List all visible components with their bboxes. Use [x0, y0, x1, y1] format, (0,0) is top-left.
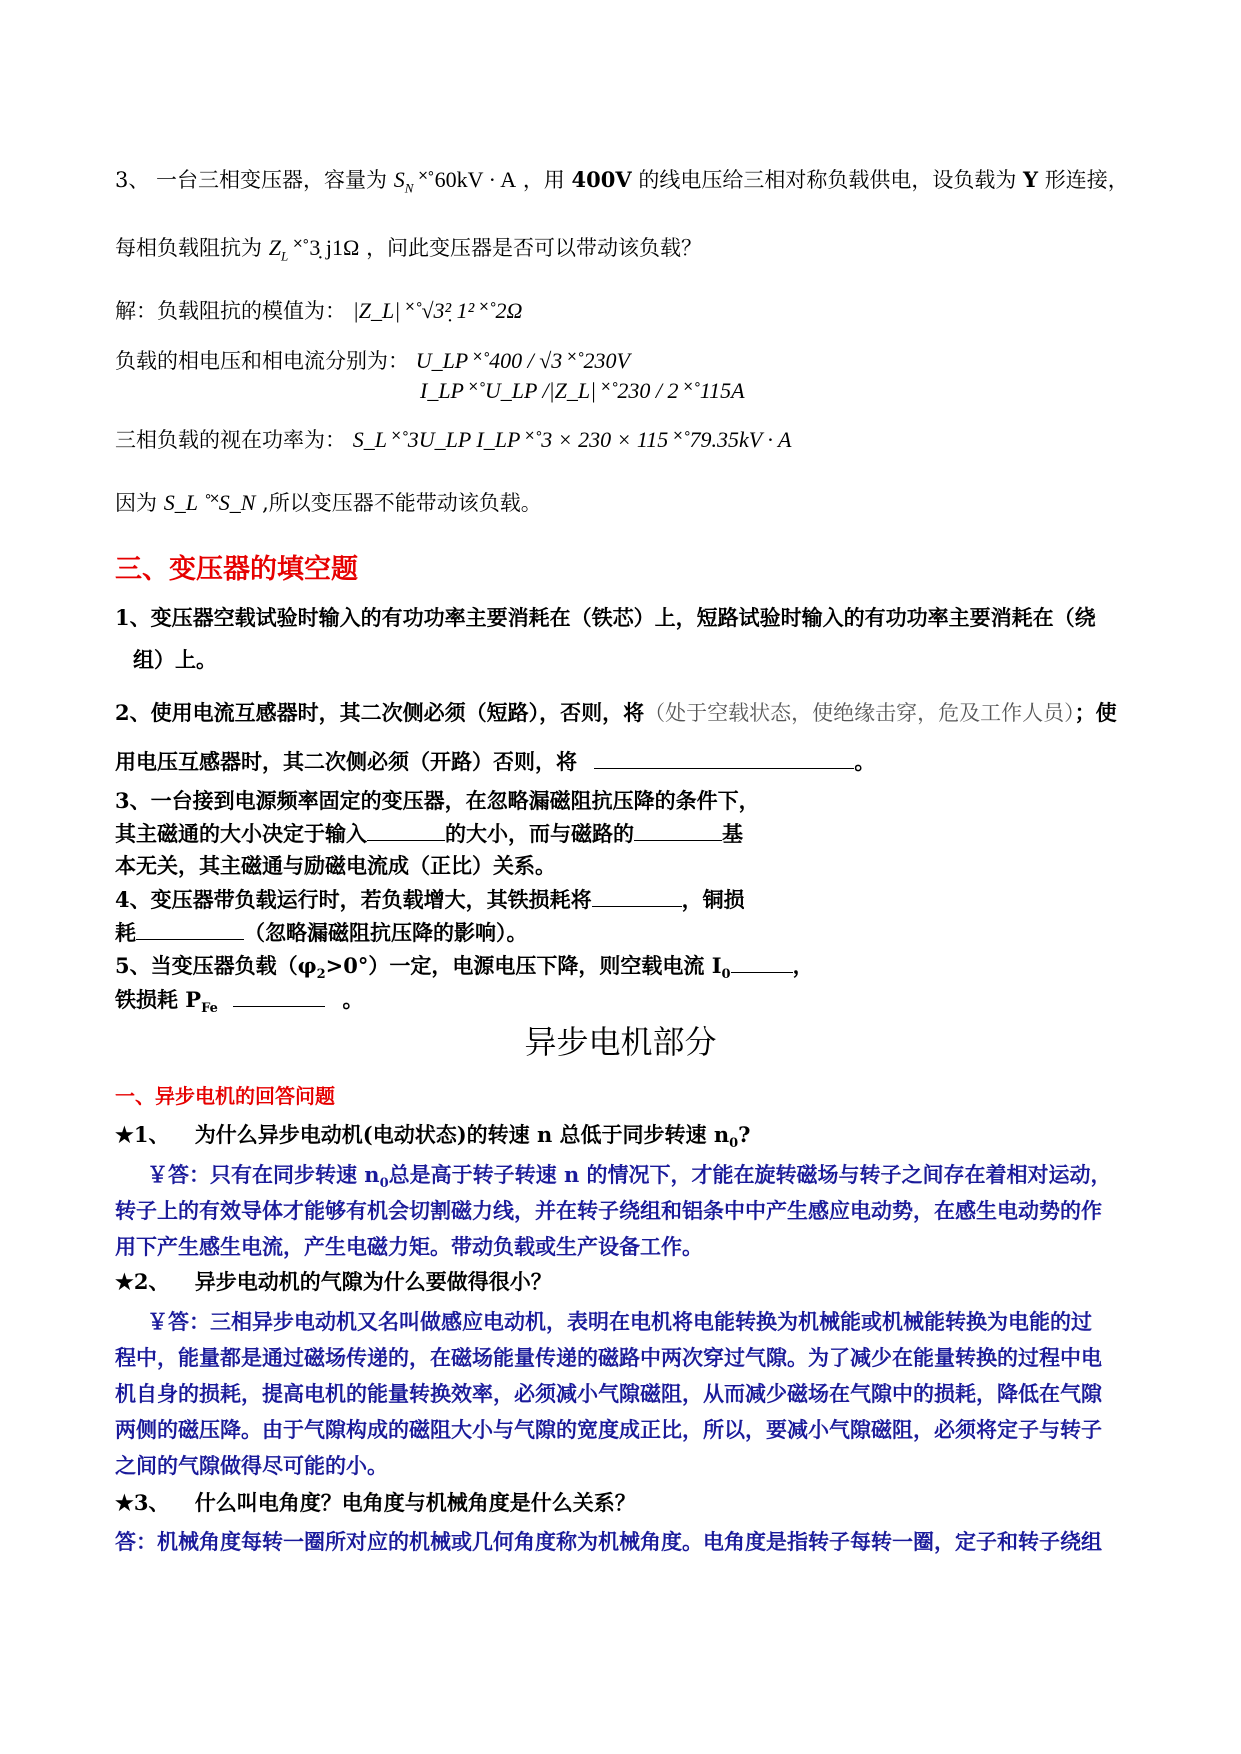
solution-line-2b [420, 376, 1141, 406]
text: ,所以变压器不能带动该负载。 [262, 491, 542, 515]
blank-line [233, 984, 325, 1007]
math-sn: $S_N$ ˟˚60kV · A [393, 167, 517, 196]
blank-line [594, 746, 854, 769]
answer-1-line-2: 转子上的有效导体才能够有机会切割磁力线，并在转子绕组和铝条中中产生感应电动势，在感生电动势的作 [115, 1198, 1102, 1223]
problem-3-line-2 [115, 233, 1141, 271]
fill-q1-line-1: 1、变压器空载试验时输入的有功功率主要消耗在（铁芯）上，短路试验时输入的有功功率主要消耗在（绕 [115, 605, 1096, 630]
fill-q4-line-1: 4、变压器带负载运行时，若负载增大，其铁损耗将 ，铜损 [115, 884, 1141, 915]
text: 解：负载阻抗的模值为： [115, 299, 346, 323]
question-1: ★1、 为什么异步电动机(电动状态)的转速 n 总低于同步转速 $n_0$? [115, 1122, 751, 1152]
solution-line-2 [115, 346, 1141, 376]
fill-q2-line-1: 2、使用电流互感器时，其二次侧必须（短路），否则，将（处于空载状态，使绝缘击穿，危及工作人员）；使 [115, 700, 1117, 725]
solution-line-1 [115, 296, 1141, 326]
blank-line [731, 950, 793, 973]
answer-1-line-3: 用下产生感生电流，产生电磁力矩。带动负载或生产设备工作。 [115, 1234, 703, 1259]
solution-line-4 [115, 488, 1141, 518]
fill-q3-line-1: 3、一台接到电源频率固定的变压器，在忽略漏磁阻抗压降的条件下， [115, 788, 760, 813]
text: 形连接， [1044, 168, 1129, 192]
math-zl: $Z_L$ ˟˚3̣ j1Ω [268, 235, 360, 264]
answer-2-line-1: ￥答：三相异步电动机又名叫做感应电动机，表明在电机将电能转换为机械能或机械能转换为电能的过 [147, 1309, 1092, 1334]
blank-line [136, 917, 244, 940]
answer-2-line-4: 两侧的磁压降。由于气隙构成的磁阻大小与气隙的宽度成正比，所以，要减小气隙磁阻，必须将定子与转子 [115, 1417, 1102, 1442]
text: 因为 [115, 491, 157, 515]
answer-2-line-2: 程中，能量都是通过磁场传递的，在磁场能量传递的磁路中两次穿过气隙。为了减少在能量转换的过程中电 [115, 1345, 1102, 1370]
text: 负载的相电压和相电流分别为： [115, 349, 409, 373]
text: 3、 一台三相变压器，容量为 [115, 168, 388, 192]
blank-line [592, 884, 682, 907]
answer-text: （处于空载状态，使绝缘击穿，危及工作人员） [644, 701, 1075, 725]
section-heading: 三、变压器的填空题 [115, 554, 358, 585]
math-phase-current: I_LP ˟˚U_LP /|Z_L| ˟˚230 / 2 ˟˚115A [420, 378, 745, 403]
math-comparison: S_L ˚˟S_N [163, 490, 256, 515]
fill-q5-line-1: 5、当变压器负载$(\varphi_2>0^\circ)$一定，电源电压下降，则空载电流 $I_0$ ， [115, 950, 1141, 990]
answer-2-line-3: 机自身的损耗，提高电机的能量转换效率，必须减小气隙磁阻，从而减少磁场在气隙中的损耗，降低在气隙 [115, 1381, 1102, 1406]
answer-1-line-1: ￥答：只有在同步转速 $n_0$总是高于转子转速 n 的情况下，才能在旋转磁场与转子之间存在着相对运动， [147, 1162, 1112, 1192]
solution-line-3 [115, 425, 1141, 455]
question-2: ★2、 异步电动机的气隙为什么要做得很小？ [115, 1269, 552, 1294]
text: ，问此变压器是否可以带动该负载？ [366, 236, 703, 260]
math-phase-voltage: U_LP ˟˚400 / √3 ˟˚230V [415, 348, 630, 373]
math-impedance-modulus: |Z_L| ˟˚√3²̣ 1² ˟˚2Ω [352, 298, 523, 323]
fill-q4-line-2: 耗 （忽略漏磁阻抗压降的影响）。 [115, 917, 1141, 948]
text: 三相负载的视在功率为： [115, 428, 346, 452]
text: ，用 [522, 168, 565, 192]
question-3: ★3、 什么叫电角度？电角度与机械角度是什么关系？ [115, 1490, 636, 1515]
blank-line [634, 818, 722, 841]
text: 的线电压给三相对称负载供电，设负载为 [638, 168, 1017, 192]
fill-q2-line-2: 用电压互感器时，其二次侧必须（开路）否则，将 。 [115, 746, 1141, 777]
part-title: 异步电机部分 [524, 1023, 717, 1061]
bold-text: 400V [571, 167, 632, 192]
fill-q1-line-2: 组）上。 [133, 647, 217, 672]
bold-text: Y [1023, 167, 1039, 192]
fill-q5-line-2: 铁损耗 $P_{Fe}$ 。 [115, 984, 1141, 1024]
blank-line [367, 818, 445, 841]
problem-3-line-1 [115, 165, 1141, 203]
text: 每相负载阻抗为 [115, 236, 262, 260]
fill-q3-line-3: 本无关，其主磁通与励磁电流成（正比）关系。 [115, 853, 556, 878]
math-apparent-power: S_L ˟˚3U_LP I_LP ˟˚3 × 230 × 115 ˟˚79.35kV · A [352, 427, 792, 452]
subsection-heading: 一、异步电机的回答问题 [115, 1084, 335, 1108]
answer-2-line-5: 之间的气隙做得尽可能的小。 [115, 1453, 388, 1478]
answer-3-line-1: 答：机械角度每转一圈所对应的机械或几何角度称为机械角度。电角度是指转子每转一圈，定子和转子绕组 [115, 1529, 1102, 1554]
fill-q3-line-2: 其主磁通的大小决定于输入 的大小，而与磁路的 基 [115, 818, 1141, 849]
